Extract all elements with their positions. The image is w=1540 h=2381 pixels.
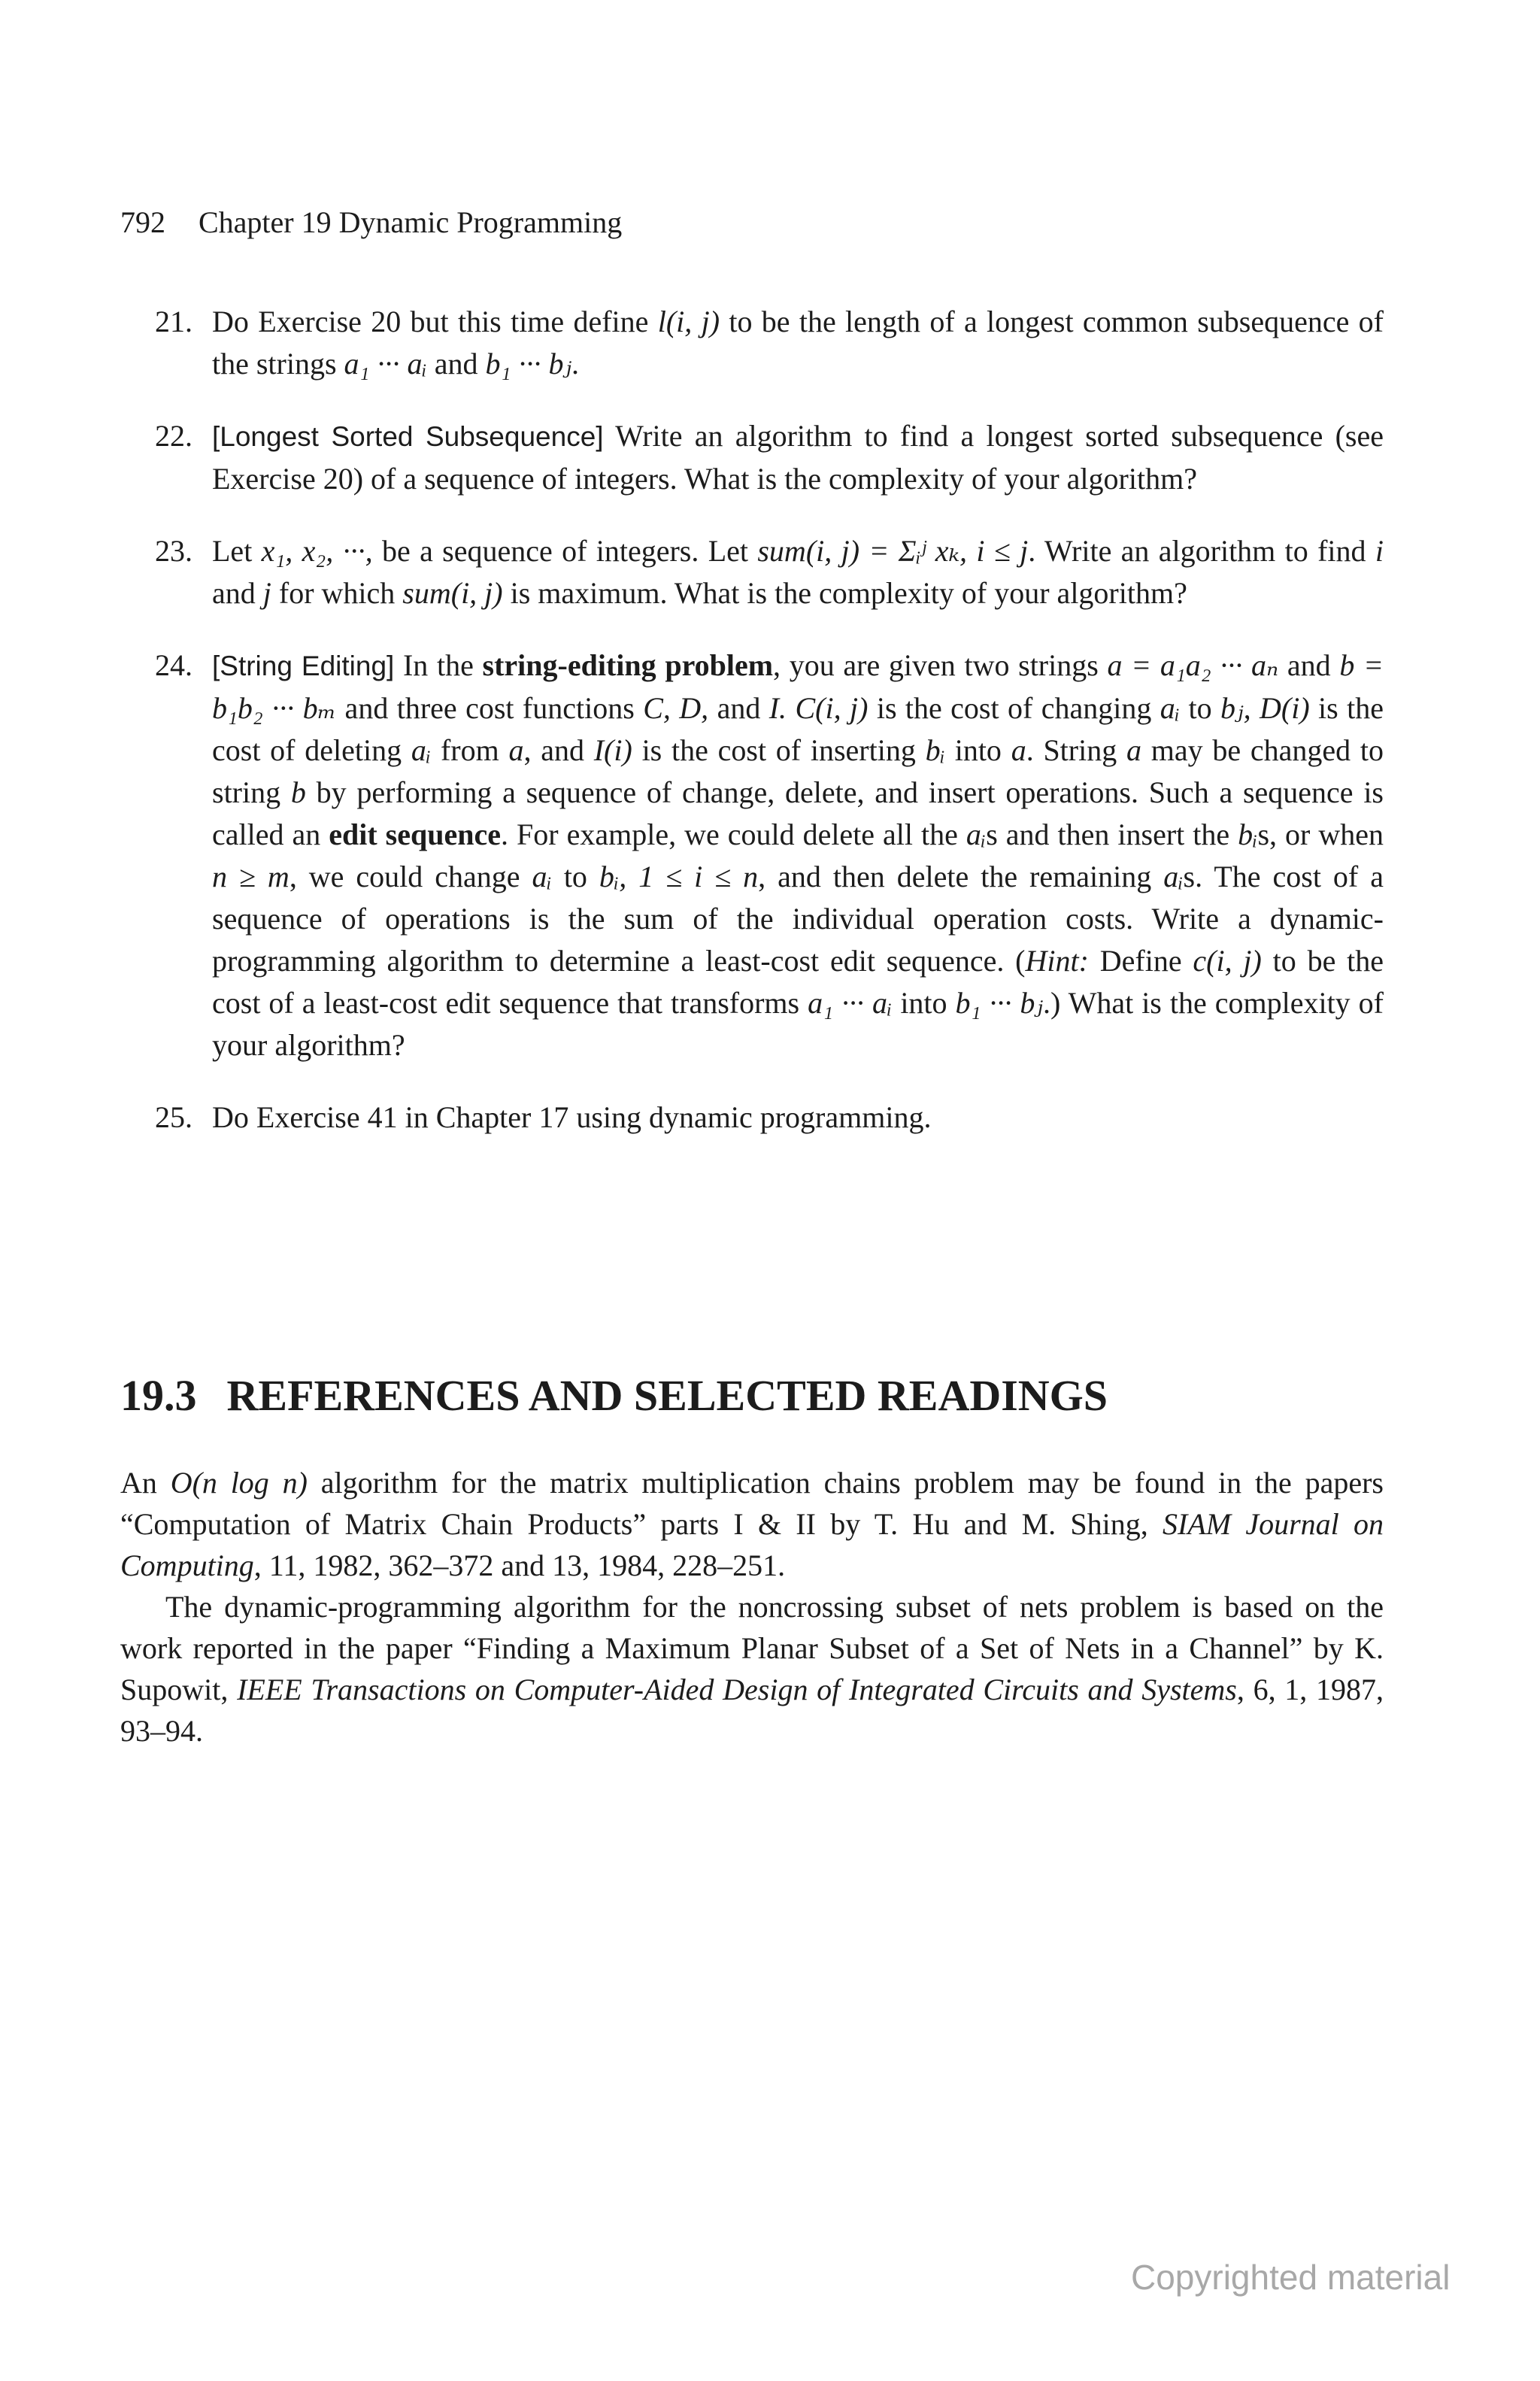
text: to xyxy=(1180,691,1221,725)
text: is the cost of inserting xyxy=(632,733,926,767)
math: l(i, j) xyxy=(657,305,720,338)
math: I(i) xyxy=(593,733,632,767)
text: and xyxy=(426,347,486,381)
math: bᵢ xyxy=(925,733,945,767)
math: b₁ ··· bⱼ xyxy=(485,347,572,381)
text: into xyxy=(944,733,1011,767)
text: In the xyxy=(394,648,483,682)
text: Define xyxy=(1088,944,1193,978)
journal-name: SIAM Journal on Computing xyxy=(120,1507,1384,1582)
math: c(i, j) xyxy=(1193,944,1262,978)
text: Do Exercise 41 in Chapter 17 using dynamic programming. xyxy=(212,1100,932,1134)
text: .) What is the complexity of your algorithm? xyxy=(212,986,1384,1062)
text: , 6, 1, 1987, 93–94. xyxy=(120,1673,1384,1748)
math: a xyxy=(1126,733,1141,767)
text: from xyxy=(431,733,509,767)
text: Do Exercise 20 but this time define xyxy=(212,305,658,338)
text: for which xyxy=(271,576,403,610)
math: j xyxy=(262,576,271,610)
text: and xyxy=(708,691,769,725)
text: . xyxy=(571,347,580,381)
reference-paragraph-2 xyxy=(120,1586,1384,1752)
text: s, or when xyxy=(1257,817,1384,851)
exercise-22 xyxy=(135,415,1384,500)
text: algorithm for the matrix multiplication chains problem may be found in the papers “Computation of Matrix Chain Products” parts I & II by T. Hu and M. Shing, xyxy=(120,1466,1384,1541)
exercise-number: 22. xyxy=(155,419,192,453)
math: aᵢ xyxy=(966,817,987,851)
exercise-25 xyxy=(135,1096,1384,1139)
exercise-number: 25. xyxy=(155,1100,192,1134)
math: sum(i, j) = Σᵢʲ xₖ, i ≤ j xyxy=(757,534,1029,568)
math: a₁ ··· aᵢ xyxy=(808,986,893,1020)
running-head xyxy=(120,205,622,241)
text: and three cost functions xyxy=(336,691,644,725)
text: Write an algorithm to find a longest sorted subsequence (see Exercise 20) of a sequence of integers. What is the complexity of your algorithm? xyxy=(212,419,1384,496)
references-body xyxy=(120,1462,1384,1752)
defined-term: string-editing problem xyxy=(482,648,774,682)
hint-label: Hint: xyxy=(1025,944,1089,978)
journal-name: IEEE Transactions on Computer-Aided Design of Integrated Circuits and Systems xyxy=(237,1673,1237,1706)
exercise-number: 24. xyxy=(155,648,192,682)
math: bⱼ, D(i) xyxy=(1220,691,1310,725)
math: i xyxy=(1375,534,1384,568)
copyright-watermark: Copyrighted material xyxy=(1131,2258,1451,2297)
text: s and then insert the xyxy=(986,817,1238,851)
math: b = b₁b₂ ··· bₘ xyxy=(212,648,1384,725)
exercise-list xyxy=(135,301,1384,1169)
text: An xyxy=(120,1466,171,1500)
math: a₁ ··· aᵢ xyxy=(344,347,427,381)
text: to be the length of a longest common subsequence of the strings xyxy=(212,305,1384,381)
math: a = a₁a₂ ··· aₙ xyxy=(1107,648,1279,682)
exercise-text xyxy=(212,1096,1384,1139)
math: a xyxy=(508,733,524,767)
math: b xyxy=(290,775,306,809)
text: Let xyxy=(212,534,262,568)
text: , and xyxy=(523,733,594,767)
exercise-label: [String Editing] xyxy=(212,651,395,681)
math: bᵢ xyxy=(1238,817,1258,851)
text: , you are given two strings xyxy=(773,648,1108,682)
text: , we could change xyxy=(289,860,532,893)
math: a xyxy=(1011,733,1026,767)
text: to be the cost of a least-cost edit sequence that transforms xyxy=(212,944,1384,1020)
exercise-text xyxy=(212,530,1384,614)
exercise-text xyxy=(212,645,1384,1066)
text: may be changed to string xyxy=(212,733,1384,809)
text: , 11, 1982, 362–372 and 13, 1984, 228–251. xyxy=(253,1548,786,1582)
text: . String xyxy=(1026,733,1126,767)
section-number: 19.3 xyxy=(120,1371,197,1420)
exercise-24 xyxy=(135,645,1384,1066)
exercise-number: 23. xyxy=(155,534,192,568)
math: aᵢ xyxy=(532,860,552,893)
text: by performing a sequence of change, delete, and insert operations. Such a sequence is called an xyxy=(212,775,1384,851)
exercise-label: [Longest Sorted Subsequence] xyxy=(212,421,604,452)
chapter-title: Chapter 19 Dynamic Programming xyxy=(199,205,623,239)
math: aᵢ xyxy=(1163,860,1184,893)
math: aᵢ xyxy=(411,733,432,767)
text: be a sequence of integers. Let xyxy=(372,534,758,568)
text: and xyxy=(1278,648,1340,682)
math: n ≥ m xyxy=(212,860,290,893)
math: b₁ ··· bⱼ xyxy=(955,986,1043,1020)
text: , and then delete the remaining xyxy=(758,860,1164,893)
text: and xyxy=(212,576,263,610)
text: is the cost of changing xyxy=(868,691,1160,725)
exercise-number: 21. xyxy=(155,305,192,338)
defined-term: edit sequence xyxy=(329,817,502,851)
text: The dynamic-programming algorithm for the noncrossing subset of nets problem is based on the work reported in the paper “Finding a Maximum Planar Subset of a Set of Nets in a Channel” by K. Supowit, xyxy=(120,1590,1384,1706)
section-heading xyxy=(120,1370,1108,1421)
exercise-text xyxy=(212,301,1384,385)
math: sum(i, j) xyxy=(402,576,503,610)
page-number: 792 xyxy=(120,205,165,239)
exercise-21 xyxy=(135,301,1384,385)
math: bᵢ, 1 ≤ i ≤ n xyxy=(599,860,759,893)
text: s. The cost of a sequence of operations is the sum of the individual operation costs. Write a dynamic-programming algorithm to determine a least-cost edit sequence. ( xyxy=(212,860,1384,978)
math: I. C(i, j) xyxy=(768,691,869,725)
text: is maximum. What is the complexity of your algorithm? xyxy=(502,576,1187,610)
exercise-text xyxy=(212,415,1384,500)
section-title: REFERENCES AND SELECTED READINGS xyxy=(226,1371,1108,1420)
math: C, D, xyxy=(643,691,709,725)
exercise-23 xyxy=(135,530,1384,614)
text: is the cost of deleting xyxy=(212,691,1384,767)
math: x₁, x₂, ···, xyxy=(261,534,373,568)
text: to xyxy=(551,860,599,893)
reference-paragraph-1 xyxy=(120,1462,1384,1586)
text: into xyxy=(892,986,956,1020)
math: O(n log n) xyxy=(170,1466,308,1500)
text: . For example, we could delete all the xyxy=(501,817,966,851)
math: aᵢ xyxy=(1160,691,1181,725)
text: . Write an algorithm to find xyxy=(1028,534,1375,568)
